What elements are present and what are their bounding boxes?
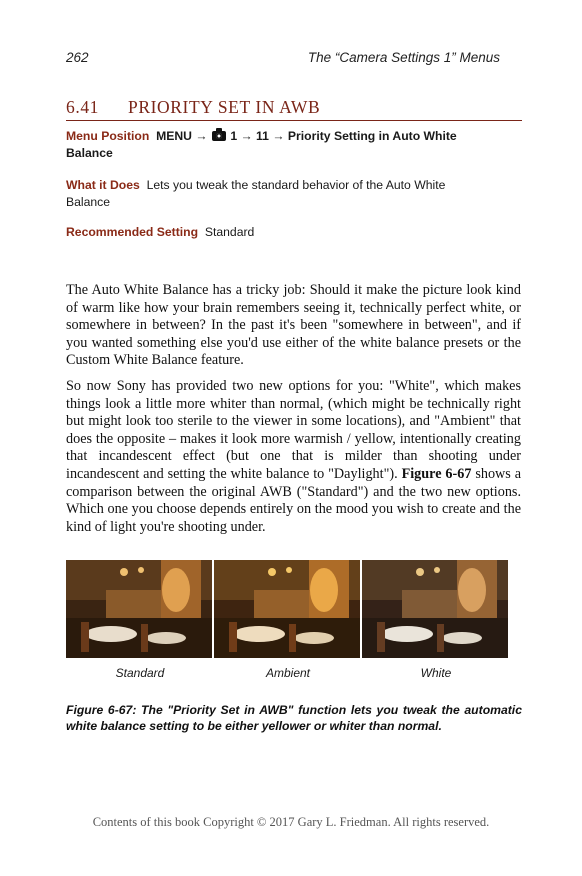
section-title: PRIORITY SET IN AWB [128,97,321,117]
paragraph-2-part-b: shows a comparison between the original AWB ("Standard") and the two new options. Which one you choose depends entirely on the mood you wish to create and the kind of light you're shooting under. [66,465,522,535]
photo-standard [66,560,212,658]
recommended-block [66,224,486,241]
caption-ambient: Ambient [265,666,311,680]
figure-reference: Figure 6-67 [401,465,472,482]
menu-position-label: Menu Position [66,129,150,143]
photo-captions [66,666,510,680]
menu-position-prefix: MENU → [156,129,208,143]
chapter-title: The “Camera Settings 1” Menus [307,50,500,65]
figure-caption [66,702,522,734]
paragraph-2-part-a: So now Sony has provided two new options for you: "White", which makes things look a little more whiter than normal, (which might be technically right but might look too sterile to the viewer in some locations), and "Ambient" that does the opposite – makes it look more warmish / yellow, intentionally creating that incandescent effect (but one that is milder than shooting under incandescent and setting the white balance to "Daylight"). [66,377,521,482]
what-it-does-text-line2: Balance [66,195,111,209]
what-it-does-block [66,177,486,211]
section-heading [66,97,522,121]
paragraph-1: The Auto White Balance has a tricky job: Should it make the picture look kind of warm like how your brain remembers seeing it, technically perfect white, or somewhere in between? In the past it's been "somewhere in between", and if you wanted something else you'd use either of the white balance presets or the Custom White Balance feature. [66,282,521,369]
menu-position-block [66,128,486,162]
menu-position-path: 1 → 11 → Priority Setting in Auto White [230,129,457,143]
copyright-footer: Contents of this book Copyright © 2017 Gary L. Friedman. All rights reserved. [92,815,490,829]
photo-ambient [214,560,360,658]
camera-icon [212,131,226,141]
menu-position-path-line2: Balance [66,146,113,160]
photo-white [362,560,508,658]
figure-caption-text: The "Priority Set in AWB" function lets you tweak the automatic white balance setting to be either yellower or whiter than normal. [66,703,522,733]
page-number: 262 [66,50,89,65]
comparison-photos [66,560,508,658]
body-text [66,282,521,544]
caption-white: White [420,666,452,680]
recommended-label: Recommended Setting [66,225,199,239]
what-it-does-text: Lets you tweak the standard behavior of the Auto White [146,178,446,192]
running-header [66,50,500,65]
paragraph-2 [66,378,521,536]
recommended-value: Standard [204,225,255,239]
caption-standard: Standard [115,666,165,680]
what-it-does-label: What it Does [66,178,140,192]
figure-caption-label: Figure 6-67: [66,703,137,717]
section-number: 6.41 [66,97,100,117]
